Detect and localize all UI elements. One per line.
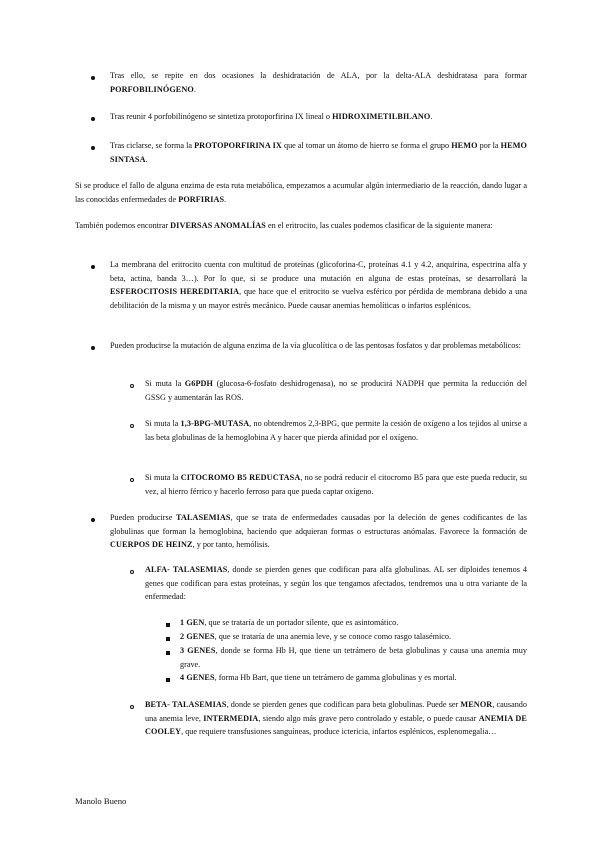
bullet-hidroximetilbilano — [110, 110, 527, 124]
keyword: PORFIRIAS — [178, 194, 225, 204]
keyword: TALASEMIAS — [176, 513, 231, 522]
text: . — [145, 154, 148, 164]
text: Si se produce el fallo de alguna enzima de esta ruta metabólica, empezamos a acumular algún intermediario de la reacción, dando lugar a las conocidas enfermedades de — [75, 181, 527, 204]
keyword: 1 GEN — [180, 618, 205, 627]
sub-bullet-circle — [130, 705, 134, 709]
text: , forma Hb Bart, que tiene un tetrámero de gamma globulinas y es mortal. — [214, 673, 457, 682]
bullet-dot — [91, 518, 95, 522]
text: , que se trata de enfermedades causadas por la deleción de genes codificantes de las globulinas que forman la hemoglobina, haciendo que adquieran formas o estructuras anómalas. Favorece la formación de — [110, 513, 527, 536]
text: que al tomar un átomo de hierro se forma el grupo — [281, 141, 452, 150]
text: por la — [477, 141, 501, 150]
sub-bullet-circle — [130, 384, 134, 388]
square-bullet — [166, 637, 170, 641]
keyword: HEMO — [451, 141, 478, 150]
text: La membrana del eritrocito cuenta con multitud de proteínas (glicoforina-C, proteínas 4.1 y 4.2, anquirina, espectrina alfa y beta, actina, banda 3…). Por lo que, si se produce una mutación en alguna de estas proteínas, se desarrollará la — [110, 260, 527, 283]
text: Tras ciclarse, se forma la — [110, 141, 195, 150]
keyword: PROTOPORFIRINA IX — [194, 141, 282, 150]
square-bullet — [166, 651, 170, 655]
keyword: ANEMIA DE COOLEY — [145, 713, 527, 737]
text: , siendo algo más grave pero controlado y estable, o puede causar — [258, 713, 479, 723]
text: , no obtendremos 2,3-BPG, que permite la cesión de oxígeno a los tejidos al unirse a las beta globulinas de la hemoglobina A y hacer que pierda afinidad por el oxígeno. — [145, 419, 528, 442]
text: . — [224, 194, 227, 204]
sub-bullet-circle — [130, 424, 134, 428]
text: , no se podrá reducir el citocromo B5 para que este pueda reducir, su vez, al hierro férrico y hacerlo ferroso para que pueda captar oxígeno. — [145, 473, 527, 496]
text: , donde se pierden genes que codifican para alfa globulinas. AL ser diploides tenemos 4 genes que codifican para estas proteínas, y según los que tengamos afectados, tendremos una u otra variante de la enfermedad: — [145, 565, 527, 602]
text: Si muta la — [145, 419, 181, 428]
text: , que se trataría de un portador silente, que es asintomático. — [204, 618, 399, 627]
keyword: HEMO SINTASA — [110, 141, 527, 164]
text: Si muta la — [145, 473, 181, 482]
sub-bullet-citocromo — [145, 471, 527, 498]
keyword: MENOR — [460, 700, 493, 709]
text: Pueden producirse la mutación de alguna enzima de la vía glucolítica o de las pentosas fosfatos y dar problemas metabólicos: — [110, 341, 521, 350]
bullet-talasemias — [110, 511, 527, 552]
keyword: HIDROXIMETILBILANO — [332, 112, 431, 121]
item-2-genes — [180, 630, 527, 644]
keyword: BETA- TALASEMIAS — [145, 700, 227, 709]
sub-bullet-bpg-mutasa — [145, 417, 527, 444]
keyword: CUERPOS DE HEINZ — [110, 540, 193, 550]
keyword: 2 GENES — [180, 632, 215, 641]
keyword: DIVERSAS ANOMALÍAS — [170, 221, 266, 230]
text: (glucosa-6-fosfato deshidrogenasa), no se producirá NADPH que permita la reducción del GSSG y aumentarán las ROS. — [145, 379, 527, 402]
text: Si muta la — [145, 379, 185, 388]
bullet-protoporfirina — [110, 139, 527, 166]
bullet-dot — [91, 265, 95, 269]
item-1-gen — [180, 616, 527, 630]
square-bullet — [166, 678, 170, 682]
bullet-porfobilinogeno — [110, 69, 527, 96]
sub-bullet-circle — [130, 570, 134, 574]
text: , que se trataría de una anemia leve, y se conoce como rasgo talasémico. — [214, 632, 452, 641]
text: , causando una anemia leve, — [145, 700, 527, 723]
keyword: G6PDH — [184, 379, 214, 388]
bullet-dot — [91, 346, 95, 350]
bullet-dot — [91, 146, 95, 150]
paragraph-porfirias — [75, 179, 527, 206]
item-3-genes — [180, 644, 527, 671]
text: , y por tanto, hemólisis. — [192, 540, 270, 550]
bullet-enzimas — [110, 339, 527, 353]
bullet-esferocitosis — [110, 258, 527, 312]
keyword: 3 GENES — [180, 646, 216, 655]
text: , donde se forma Hb H, que tiene un tetrámero de beta globulinas y causa una anemia muy grave. — [180, 646, 527, 669]
text: También podemos encontrar — [75, 221, 171, 230]
text: , que hace que el eritrocito se vuelva esférico por pérdida de membrana debido a una debilitación de la misma y un mayor estrés mecánico. Puede causar anemias hemolíticas o infartos esplénicos. — [110, 287, 528, 310]
sub-bullet-g6pdh — [145, 377, 527, 404]
text: en el eritrocito, las cuales podemos clasificar de la siguiente manera: — [265, 221, 493, 230]
keyword: INTERMEDIA — [203, 713, 259, 723]
square-bullet — [166, 623, 170, 627]
text: . — [193, 84, 196, 94]
keyword: 1,3-BPG-MUTASA — [180, 419, 250, 428]
sub-bullet-beta-talasemias — [145, 698, 527, 739]
text: , donde se pierden genes que codifican para beta globulinas. Puede ser — [226, 700, 461, 709]
text: Tras ello, se repite en dos ocasiones la deshidratación de ALA, por la delta-ALA deshidratasa para formar — [110, 71, 527, 80]
item-4-genes — [180, 671, 527, 685]
paragraph-anomalias — [75, 219, 527, 233]
sub-bullet-alfa-talasemias — [145, 563, 527, 604]
keyword: ESFEROCITOSIS HEREDITARIA — [110, 287, 240, 297]
text: Pueden producirse — [110, 513, 177, 522]
bullet-dot — [91, 117, 95, 121]
keyword: CITOCROMO B5 REDUCTASA — [180, 473, 301, 482]
sub-bullet-circle — [130, 478, 134, 482]
keyword: PORFOBILINÓGENO — [110, 84, 194, 94]
text: . — [430, 112, 433, 121]
text: , que requiere transfusiones sanguíneas, produce ictericia, infartos esplénicos, esplenomegalia… — [181, 727, 497, 737]
footer-author: Manolo Bueno — [75, 796, 127, 806]
text: Tras reunir 4 porfobilinógeno se sintetiza protoporfirina IX lineal o — [110, 112, 333, 121]
keyword: 4 GENES — [180, 673, 215, 682]
keyword: ALFA- TALASEMIAS — [145, 565, 228, 574]
bullet-dot — [91, 76, 95, 80]
